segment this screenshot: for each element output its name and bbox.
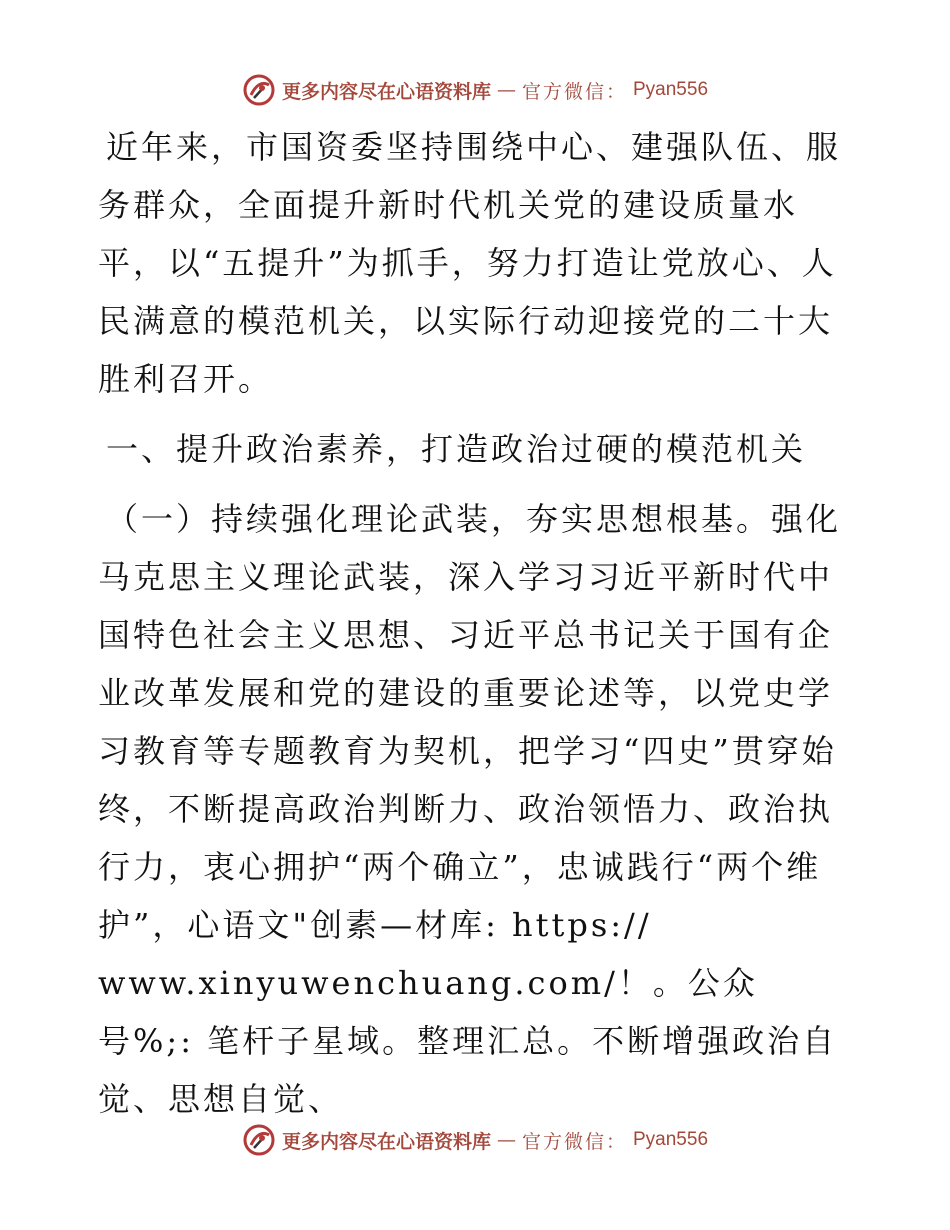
paragraph-subsection: （一）持续强化理论武装，夯实思想根基。强化马克思主义理论武装，深入学习习近平新时代中国特色社会主义思想、习近平总书记关于国有企业改革发展和党的建设的重要论述等，以党史学习教育等专题教育为契机，把学习“四史”贯穿始终，不断提高政治判断力、政治领悟力、政治执行力，衷心拥护“两个确立”，忠诚践行“两个维护”，心语文"创素—材库: https:// bbox=[98, 500, 842, 944]
brand-logo-icon bbox=[242, 73, 276, 107]
watermark-dash: — bbox=[496, 1129, 516, 1151]
footer-watermark bbox=[0, 1120, 950, 1160]
watermark-dash: — bbox=[496, 79, 516, 101]
paragraph-intro: 近年来，市国资委坚持围绕中心、建强队伍、服务群众，全面提升新时代机关党的建设质量水平，以“五提升”为抓手，努力打造让党放心、人民满意的模范机关，以实际行动迎接党的二十大胜利召开。 bbox=[98, 128, 842, 398]
section-heading: 一、提升政治素养，打造政治过硬的模范机关 bbox=[106, 430, 807, 468]
watermark-wechat-id: Pyan556 bbox=[633, 79, 709, 100]
watermark-official-label: 官方微信： bbox=[521, 1130, 627, 1153]
watermark-brand-text: 更多内容尽在心语资料库 bbox=[281, 1130, 491, 1153]
watermark-wechat-id: Pyan556 bbox=[633, 1129, 709, 1150]
watermark-brand-text: 更多内容尽在心语资料库 bbox=[281, 80, 491, 103]
watermark-official-label: 官方微信： bbox=[521, 80, 627, 103]
document-body bbox=[98, 118, 850, 1128]
brand-logo-icon bbox=[242, 1123, 276, 1157]
header-watermark bbox=[0, 70, 950, 110]
paragraph-continuation: www.xinyuwenchuang.com/！。公众号%;: 笔杆子星域。整理汇总。不断增强政治自觉、思想自觉、 bbox=[98, 964, 838, 1118]
